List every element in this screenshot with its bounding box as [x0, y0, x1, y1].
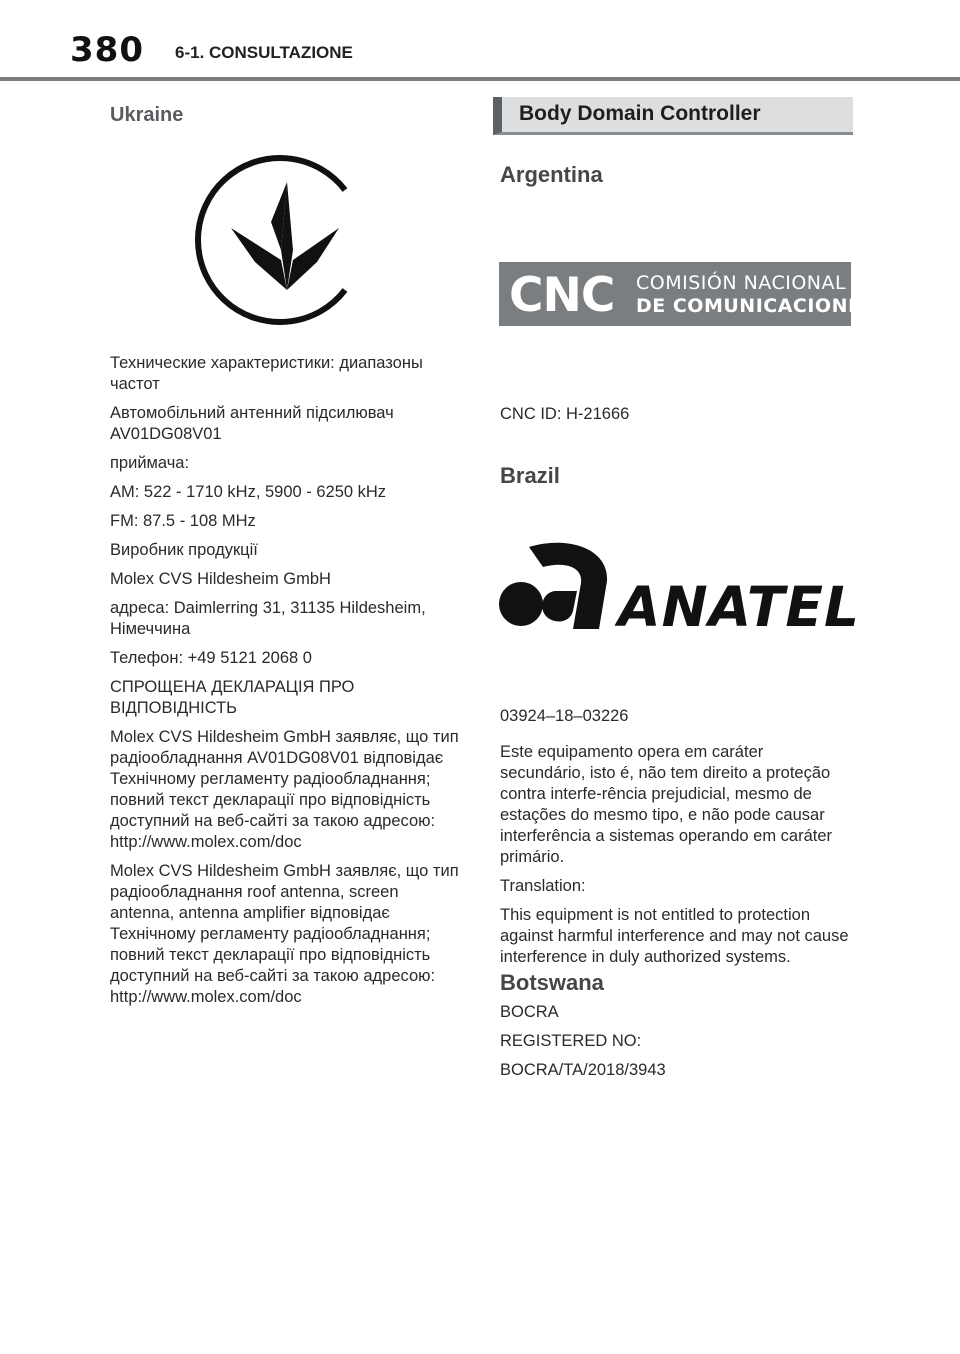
- anatel-logo-icon: [499, 541, 619, 636]
- ukraine-paragraph: Molex CVS Hildesheim GmbH заявляє, що тип радіообладнання roof antenna, screen antenna, antenna amplifier відповідає Технічному регламенту радіообладнання; повний текст декларації про відповідність доступний на веб-сайті за такою адресою: http://www.molex.com/doc: [110, 862, 459, 1006]
- ukraine-paragraph: Автомобільний антенний підсилювач AV01DG08V01: [110, 404, 394, 443]
- brazil-heading: Brazil: [500, 463, 560, 488]
- botswana-line: BOCRA/TA/2018/3943: [500, 1061, 666, 1079]
- botswana-line: REGISTERED NO:: [500, 1032, 642, 1050]
- argentina-heading: Argentina: [500, 162, 603, 187]
- anatel-logo-text: ANATEL: [618, 575, 861, 639]
- anatel-code: 03924–18–03226: [500, 707, 629, 725]
- page-number: 380: [70, 30, 144, 70]
- cnc-logo-letters: CNC: [509, 268, 615, 323]
- ukraine-conformity-mark-icon: [195, 150, 355, 335]
- ukraine-paragraph: Molex CVS Hildesheim GmbH: [110, 570, 331, 588]
- body-domain-controller-header: [493, 97, 853, 135]
- section-title: 6-1. CONSULTAZIONE: [175, 43, 353, 62]
- domain-title: Body Domain Controller: [519, 102, 761, 125]
- botswana-line: BOCRA: [500, 1003, 559, 1021]
- ukraine-paragraph: Виробник продукції: [110, 541, 258, 559]
- ukraine-paragraph: FM: 87.5 - 108 MHz: [110, 512, 256, 530]
- brazil-paragraph: Translation:: [500, 877, 586, 895]
- ukraine-paragraph: приймача:: [110, 454, 190, 472]
- ukraine-paragraph: Телефон: +49 5121 2068 0: [110, 649, 312, 667]
- ukraine-heading: Ukraine: [110, 104, 184, 126]
- brazil-text-block: [500, 742, 850, 976]
- header-divider: [0, 77, 960, 81]
- cnc-logo-line1: COMISIÓN NACIONAL: [636, 272, 847, 294]
- cnc-logo-line2: DE COMUNICACIONES: [636, 295, 876, 317]
- cnc-logo: [499, 262, 876, 326]
- botswana-heading: Botswana: [500, 970, 604, 995]
- brazil-paragraph: This equipment is not entitled to protection against harmful interference and may not cause interference in duly authorized systems.: [500, 906, 849, 966]
- ukraine-paragraph: СПРОЩЕНА ДЕКЛАРАЦІЯ ПРО ВІДПОВІДНІСТЬ: [110, 678, 355, 717]
- ukraine-paragraph: Технические характеристики: диапазоны частот: [110, 354, 423, 393]
- brazil-paragraph: Este equipamento opera em caráter secundário, isto é, não tem direito a proteção contra interfe-rência prejudicial, mesmo de estações do mesmo tipo, e não pode causar interferência a sistemas operando em caráter primário.: [500, 743, 832, 866]
- ukraine-paragraph: Molex CVS Hildesheim GmbH заявляє, що тип радіообладнання AV01DG08V01 відповідає Технічному регламенту радіообладнання; повний текст декларації про відповідність доступний на веб-сайті за такою адресою: http://www.molex.com/doc: [110, 728, 459, 851]
- botswana-text-block: [500, 1002, 850, 1089]
- ukraine-paragraph: AM: 522 - 1710 kHz, 5900 - 6250 kHz: [110, 483, 387, 501]
- ukraine-text-block: [110, 353, 460, 1016]
- ukraine-paragraph: адреса: Daimlerring 31, 31135 Hildesheim, Німеччина: [110, 599, 426, 638]
- cnc-id: CNC ID: H-21666: [500, 405, 630, 423]
